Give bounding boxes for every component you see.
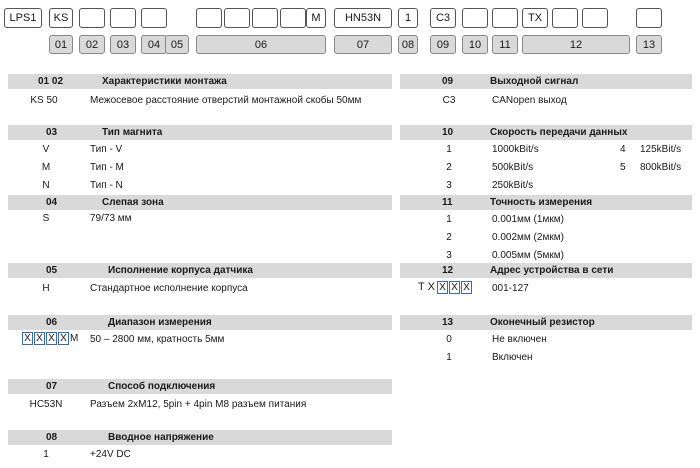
- section-title: Характеристики монтажа: [102, 76, 227, 87]
- code-box-11: [492, 8, 518, 28]
- option-key: 0: [446, 334, 452, 345]
- x-box: X: [449, 281, 460, 294]
- option-key: KS 50: [30, 95, 58, 106]
- section-code: 06: [46, 317, 58, 328]
- code-box-09: C3: [430, 8, 456, 28]
- option-value: Не включен: [492, 334, 547, 345]
- num-07: 07: [334, 35, 392, 54]
- option-key: M: [41, 162, 51, 173]
- option-key: 1: [446, 144, 452, 155]
- section-title: Тип магнита: [102, 127, 163, 138]
- option-key: 1: [43, 449, 49, 460]
- option-key: HC53N: [29, 399, 63, 410]
- section-title: Выходной сигнал: [490, 76, 579, 87]
- x-box: X: [461, 281, 472, 294]
- option-key: 2: [446, 162, 452, 173]
- code-box-12a: [552, 8, 578, 28]
- section-title: Скорость передачи данных: [490, 127, 628, 138]
- section-code: 03: [46, 127, 58, 138]
- section-code: 05: [46, 265, 58, 276]
- num-01: 01: [49, 35, 73, 54]
- section-title: Диапазон измерения: [108, 317, 212, 328]
- section-title: Способ подключения: [108, 381, 216, 392]
- range-suffix: M: [70, 333, 79, 344]
- section-header: [8, 379, 392, 394]
- section-title: Вводное напряжение: [108, 432, 214, 443]
- code-box-06a: [196, 8, 222, 28]
- num-03: 03: [110, 35, 136, 54]
- num-06: 06: [196, 35, 326, 54]
- option-key: V: [42, 144, 50, 155]
- code-box-ks: KS: [49, 8, 73, 28]
- option-value: 125kBit/s: [640, 144, 682, 155]
- option-value: Стандартное исполнение корпуса: [90, 283, 248, 294]
- option-key: 3: [446, 250, 452, 261]
- section-header: [400, 263, 692, 278]
- option-value: +24V DC: [90, 449, 131, 460]
- x-box: X: [46, 332, 57, 345]
- code-box-12b: [582, 8, 608, 28]
- section-header: [8, 315, 392, 330]
- num-08: 08: [398, 35, 418, 54]
- code-box-lps1: LPS1: [4, 8, 42, 28]
- option-value: Разъем 2xM12, 5pin + 4pin M8 разъем питания: [90, 399, 307, 410]
- code-box-08: 1: [398, 8, 418, 28]
- option-value: 0.001мм (1мкм): [492, 214, 564, 225]
- option-key: 3: [446, 180, 452, 191]
- code-box-07: HN53N: [334, 8, 392, 28]
- code-box-10: [462, 8, 488, 28]
- option-value: CANopen выход: [492, 95, 567, 106]
- option-value: 800kBit/s: [640, 162, 682, 173]
- section-title: Исполнение корпуса датчика: [108, 265, 253, 276]
- code-box-03: [79, 8, 105, 28]
- num-09: 09: [430, 35, 456, 54]
- option-value: Тип - M: [90, 162, 124, 173]
- section-code: 13: [442, 317, 454, 328]
- section-header: [8, 263, 392, 278]
- x-box: X: [58, 332, 69, 345]
- num-05: 05: [165, 35, 189, 54]
- option-value: 0.005мм (5мкм): [492, 250, 564, 261]
- option-value: 79/73 мм: [90, 213, 132, 224]
- code-box-06b: [224, 8, 250, 28]
- x-box: X: [22, 332, 33, 345]
- address-code-placeholder: [418, 281, 473, 294]
- code-box-12-tx: TX: [522, 8, 548, 28]
- section-code: 07: [46, 381, 58, 392]
- num-04: 04: [141, 35, 167, 54]
- section-header: [8, 125, 392, 140]
- code-box-06d: [280, 8, 306, 28]
- code-box-05: [141, 8, 167, 28]
- option-value: 250kBit/s: [492, 180, 534, 191]
- option-value: Межосевое расстояние отверстий монтажной скобы 50мм: [90, 95, 362, 106]
- section-code: 01 02: [38, 76, 64, 87]
- option-value: 0.002мм (2мкм): [492, 232, 564, 243]
- code-box-13: [636, 8, 662, 28]
- code-box-04: [110, 8, 136, 28]
- option-value: Тип - N: [90, 180, 123, 191]
- section-header: [400, 195, 692, 210]
- code-box-06c: [252, 8, 278, 28]
- option-key: 1: [446, 352, 452, 363]
- section-header: [400, 125, 692, 140]
- option-key: 5: [620, 162, 626, 173]
- option-key: 1: [446, 214, 452, 225]
- option-value: 1000kBit/s: [492, 144, 539, 155]
- section-code: 11: [442, 197, 453, 208]
- section-header: [8, 74, 392, 89]
- code-box-06-m: M: [306, 8, 326, 28]
- range-code-placeholder: [22, 332, 78, 345]
- x-box: X: [437, 281, 448, 294]
- option-key: N: [42, 180, 50, 191]
- section-title: Слепая зона: [102, 197, 164, 208]
- option-key: 2: [446, 232, 452, 243]
- section-code: 12: [442, 265, 454, 276]
- option-value: Включен: [492, 352, 533, 363]
- num-10: 10: [462, 35, 488, 54]
- num-13: 13: [636, 35, 662, 54]
- option-key: S: [42, 213, 50, 224]
- section-header: [8, 430, 392, 445]
- option-key: 4: [620, 144, 626, 155]
- section-code: 04: [46, 197, 58, 208]
- section-code: 10: [442, 127, 454, 138]
- num-11: 11: [492, 35, 518, 54]
- option-value: 001-127: [492, 283, 529, 294]
- option-value: Тип - V: [90, 144, 123, 155]
- option-key: H: [42, 283, 50, 294]
- address-prefix: T X: [418, 281, 435, 293]
- num-02: 02: [79, 35, 105, 54]
- num-12: 12: [522, 35, 630, 54]
- section-header: [8, 195, 392, 210]
- option-key: C3: [442, 95, 456, 106]
- section-header: [400, 315, 692, 330]
- section-code: 09: [442, 76, 454, 87]
- section-title: Адрес устройства в сети: [490, 265, 614, 276]
- x-box: X: [34, 332, 45, 345]
- option-value: 50 – 2800 мм, кратность 5мм: [90, 334, 225, 345]
- section-code: 08: [46, 432, 58, 443]
- section-header: [400, 74, 692, 89]
- option-value: 500kBit/s: [492, 162, 534, 173]
- section-title: Точность измерения: [490, 197, 593, 208]
- section-title: Оконечный резистор: [490, 317, 595, 328]
